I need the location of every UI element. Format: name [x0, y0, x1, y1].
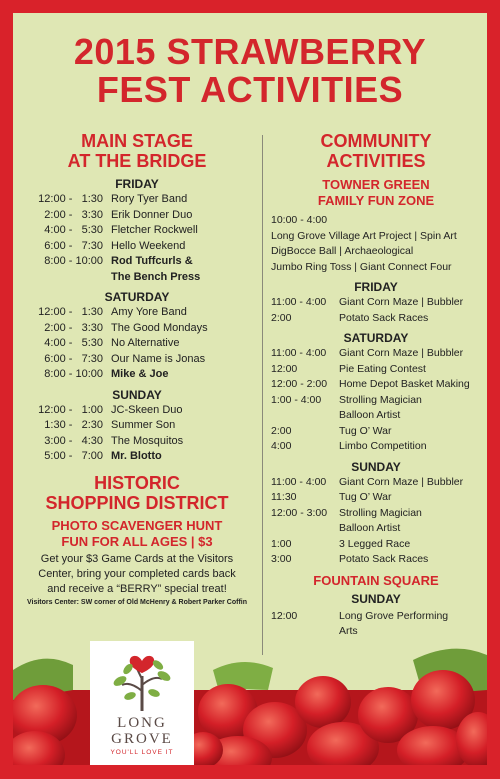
community-schedule-row: [265, 346, 487, 362]
stage-act: Rory Tyer Band: [111, 193, 188, 205]
stage-time: 4:00 - 5:30: [44, 337, 103, 349]
historic-heading-line2: SHOPPING DISTRICT: [45, 492, 229, 513]
column-divider: [262, 135, 263, 655]
stage-time: 6:00 - 7:30: [44, 239, 103, 252]
scavenger-text-line1: Get your $3 Game Cards at the Visitors: [40, 552, 234, 565]
stage-time: 12:00 - 1:30: [38, 193, 103, 205]
long-grove-logo: [90, 641, 194, 765]
community-activity: Giant Corn Maze | Bubbler: [339, 475, 464, 488]
community-time: 12:00: [271, 362, 298, 375]
stage-time: 4:00 - 5:30: [44, 224, 103, 236]
scavenger-hunt-line2: FUN FOR ALL AGES | $3: [61, 533, 213, 549]
fountain-event-line1: Long Grove Performing: [339, 609, 449, 622]
community-activity: Strolling Magician: [339, 506, 422, 519]
stage-day-heading: FRIDAY: [115, 177, 159, 191]
logo-grove: GROVE: [111, 731, 173, 747]
community-schedule-row: [265, 295, 487, 311]
stage-act: Amy Yore Band: [111, 306, 187, 318]
community-schedule-row: [265, 521, 487, 537]
community-activity: Potato Sack Races: [339, 553, 429, 565]
community-heading-line2: ACTIVITIES: [326, 151, 426, 171]
stage-time: 5:00 - 7:00: [44, 450, 103, 462]
community-schedule-row: [265, 408, 487, 424]
stage-time: 2:00 - 3:30: [44, 321, 103, 334]
stage-act: Mike & Joe: [111, 368, 169, 380]
community-time: 2:00: [271, 424, 292, 437]
stage-time: 12:00 - 1:00: [38, 403, 103, 416]
stage-day-heading: SUNDAY: [112, 387, 162, 402]
community-activity: Strolling Magician: [339, 393, 422, 406]
stage-act: Fletcher Rockwell: [111, 224, 198, 236]
main-stage-heading-line2: AT THE BRIDGE: [67, 151, 207, 171]
stage-time: 2:00 - 3:30: [44, 208, 103, 221]
community-activity: Home Depot Basket Making: [339, 378, 470, 390]
stage-act: The Bench Press: [111, 270, 201, 283]
stage-day-heading: SATURDAY: [104, 290, 170, 304]
scavenger-hunt-line1: PHOTO SCAVENGER HUNT: [51, 517, 223, 533]
logo-tagline: YOU'LL LOVE IT: [110, 749, 174, 756]
stage-schedule-row: [13, 239, 261, 255]
stage-schedule-row: [13, 223, 261, 239]
allday-time: 10:00 - 4:00: [271, 214, 328, 226]
stage-act: Summer Son: [111, 419, 176, 431]
community-schedule-row: [265, 362, 487, 378]
community-time: 11:00 - 4:00: [271, 296, 327, 308]
stage-schedule-row: [13, 192, 261, 208]
stage-act: No Alternative: [111, 337, 180, 349]
community-activity: Tug O’ War: [339, 424, 392, 437]
main-stage-schedule: [13, 176, 261, 465]
allday-activity-line: DigBocce Ball | Archaeological: [271, 245, 414, 257]
towner-green-line2: FAMILY FUN ZONE: [317, 193, 435, 208]
community-heading-line1: COMMUNITY: [320, 131, 432, 151]
community-activity: Potato Sack Races: [339, 311, 429, 324]
scavenger-text-line2: Center, bring your completed cards back: [38, 567, 236, 580]
visitors-center-note: Visitors Center: SW corner of Old McHenry & Robert Parker Coffin: [26, 598, 248, 606]
fountain-day: SUNDAY: [351, 591, 401, 606]
community-activity: 3 Legged Race: [339, 537, 411, 550]
community-schedule-row: [265, 490, 487, 506]
stage-time: 1:30 - 2:30: [44, 419, 103, 431]
stage-time: 8:00 - 10:00: [44, 255, 103, 267]
community-schedule-row: [265, 393, 487, 409]
stage-schedule-row: [13, 418, 261, 434]
community-schedule-row: [265, 506, 487, 522]
community-column: [265, 131, 487, 640]
community-activity: Giant Corn Maze | Bubbler: [339, 347, 464, 359]
strawberries-image: [13, 630, 487, 765]
logo-long: LONG: [117, 715, 167, 731]
scavenger-hunt-text: [13, 552, 261, 597]
community-day-heading: FRIDAY: [354, 280, 398, 294]
community-activity: Limbo Competition: [339, 440, 427, 452]
allday-activity-line: Jumbo Ring Toss | Giant Connect Four: [271, 260, 452, 273]
community-schedule-row: [265, 552, 487, 568]
community-time: 1:00: [271, 537, 292, 550]
allday-activities: [265, 229, 487, 276]
community-schedule-row: [265, 475, 487, 491]
community-time: 3:00: [271, 553, 292, 565]
community-time: 11:00 - 4:00: [271, 347, 327, 359]
stage-act: Erik Donner Duo: [111, 208, 193, 221]
community-time: 1:00 - 4:00: [271, 393, 322, 406]
community-time: [265, 408, 339, 424]
stage-schedule-row: [13, 305, 261, 321]
stage-act: JC-Skeen Duo: [111, 403, 183, 416]
community-schedule-row: [265, 311, 487, 327]
community-time: 11:30: [271, 491, 297, 503]
community-activity: Tug O’ War: [339, 491, 392, 503]
fountain-time: 12:00: [271, 609, 298, 622]
stage-time: 3:00 - 4:30: [44, 434, 103, 447]
poster-panel: [13, 13, 487, 765]
community-day-heading: SATURDAY: [343, 331, 409, 345]
community-time: 4:00: [271, 440, 292, 452]
tree-heart-icon: [90, 641, 194, 715]
towner-green-line1: TOWNER GREEN: [322, 177, 430, 192]
community-activity: Balloon Artist: [339, 522, 401, 534]
stage-schedule-row: [13, 208, 261, 224]
stage-act: The Mosquitos: [111, 434, 184, 447]
main-stage-heading: [13, 131, 261, 171]
community-time: 12:00 - 2:00: [271, 378, 328, 390]
stage-schedule-row: [13, 434, 261, 450]
poster-title: [13, 33, 487, 109]
community-heading: [265, 131, 487, 171]
stage-schedule-row: [13, 321, 261, 337]
community-time: 11:00 - 4:00: [271, 475, 327, 488]
stage-act: Rod Tuffcurls &: [111, 255, 193, 267]
stage-act: Hello Weekend: [111, 239, 186, 252]
stage-time: 12:00 - 1:30: [38, 306, 103, 318]
community-activity: Pie Eating Contest: [339, 362, 426, 375]
stage-time: 6:00 - 7:30: [44, 352, 103, 365]
historic-heading-line1: HISTORIC: [94, 472, 180, 493]
stage-schedule-row: [13, 403, 261, 419]
stage-act: Mr. Blotto: [111, 450, 162, 462]
stage-schedule-row: [13, 449, 261, 465]
community-time: 12:00 - 3:00: [271, 506, 328, 519]
stage-act: The Good Mondays: [111, 321, 208, 334]
title-line-2: FEST ACTIVITIES: [96, 69, 404, 110]
stage-schedule-row: [13, 367, 261, 383]
title-line-1: 2015 STRAWBERRY: [73, 31, 427, 72]
stage-schedule-row: [13, 254, 261, 270]
fountain-square-heading: FOUNTAIN SQUARE: [313, 572, 439, 588]
community-day-heading: SUNDAY: [351, 459, 401, 474]
main-stage-column: [13, 131, 261, 608]
community-schedule-row: [265, 377, 487, 393]
community-activity: Giant Corn Maze | Bubbler: [339, 296, 464, 308]
community-schedule-row: [265, 424, 487, 440]
community-time: [265, 521, 339, 537]
community-schedule: [265, 279, 487, 568]
historic-heading: [13, 473, 261, 513]
stage-schedule-row: [13, 270, 261, 286]
stage-time: 8:00 - 10:00: [44, 368, 103, 380]
community-time: 2:00: [271, 311, 292, 324]
community-activity: Balloon Artist: [339, 409, 401, 421]
stage-time: [13, 270, 111, 286]
towner-green-heading: [265, 177, 487, 209]
stage-act: Our Name is Jonas: [111, 352, 206, 365]
stage-schedule-row: [13, 336, 261, 352]
scavenger-text-line3: and receive a “BERRY” special treat!: [47, 582, 227, 595]
scavenger-hunt-heading: [13, 518, 261, 550]
stage-schedule-row: [13, 352, 261, 368]
main-stage-heading-line1: MAIN STAGE: [81, 131, 193, 151]
community-schedule-row: [265, 537, 487, 553]
allday-activity-line: Long Grove Village Art Project | Spin Art: [271, 229, 457, 242]
community-schedule-row: [265, 439, 487, 455]
fountain-event-line2: Arts: [339, 625, 358, 637]
